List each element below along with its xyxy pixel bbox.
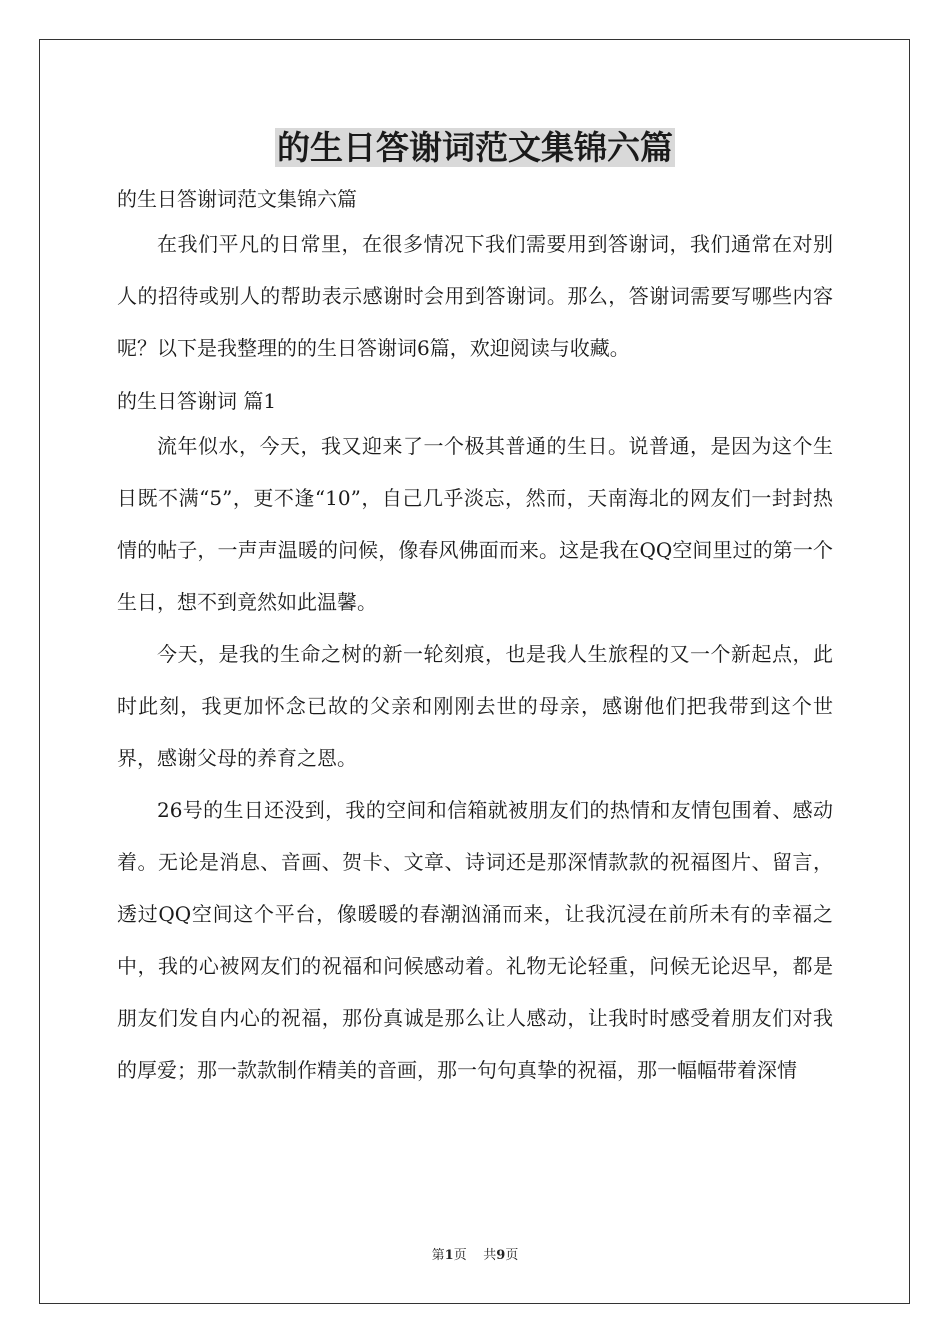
document-body — [117, 180, 833, 1096]
body-paragraph-2: 今天，是我的生命之树的新一轮刻痕，也是我人生旅程的又一个新起点，此时此刻，我更加怀念已故的父亲和刚刚去世的母亲，感谢他们把我带到这个世界，感谢父母的养育之恩。 — [117, 642, 833, 770]
document-subtitle: 的生日答谢词范文集锦六篇 — [117, 187, 357, 211]
footer-total-suffix: 页 — [505, 1248, 519, 1263]
section-heading: 的生日答谢词 篇1 — [117, 389, 277, 413]
body-paragraph-3: 26号的生日还没到，我的空间和信箱就被朋友们的热情和友情包围着、感动着。无论是消息、音画、贺卡、文章、诗词还是那深情款款的祝福图片、留言，透过QQ空间这个平台，像暖暖的春潮汹涌而来，让我沉浸在前所未有的幸福之中，我的心被网友们的祝福和问候感动着。礼物无论轻重，问候无论迟早，都是朋友们发自内心的祝福，那份真诚是那么让人感动，让我时时感受着朋友们对我的厚爱；那一款款制作精美的音画，那一句句真挚的祝福，那一幅幅带着深情 — [117, 798, 833, 1082]
body-paragraph-1: 流年似水，今天，我又迎来了一个极其普通的生日。说普通，是因为这个生日既不满“5”，更不逢“10”，自己几乎淡忘，然而，天南海北的网友们一封封热情的帖子，一声声温暖的问候，像春风佛面而来。这是我在QQ空间里过的第一个生日，想不到竟然如此温馨。 — [117, 434, 833, 614]
footer-page-suffix: 页 — [453, 1248, 467, 1263]
footer-total-prefix: 共 — [483, 1248, 497, 1263]
document-title — [0, 126, 950, 170]
page-footer — [0, 1248, 950, 1264]
intro-paragraph: 在我们平凡的日常里，在很多情况下我们需要用到答谢词，我们通常在对别人的招待或别人的帮助表示感谢时会用到答谢词。那么，答谢词需要写哪些内容呢？以下是我整理的的生日答谢词6篇，欢迎阅读与收藏。 — [117, 232, 833, 360]
footer-page-current: 1 — [444, 1248, 454, 1263]
footer-page-total: 9 — [496, 1248, 506, 1263]
document-title-text: 的生日答谢词范文集锦六篇 — [277, 128, 673, 167]
footer-page-prefix: 第 — [431, 1248, 445, 1263]
